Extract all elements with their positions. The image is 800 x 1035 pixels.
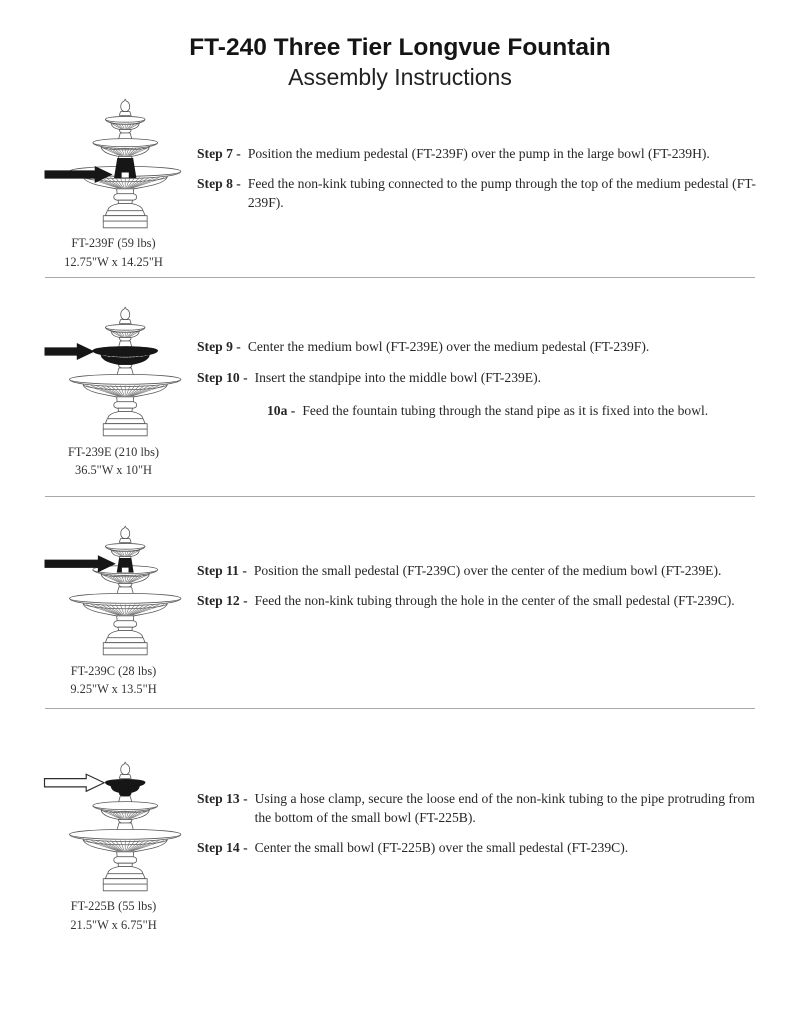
step-row: [197, 174, 756, 213]
part-number: FT-225B (55 lbs): [70, 899, 157, 914]
fountain-figure-4: [40, 709, 197, 935]
fountain-illustration-small-bowl: [40, 759, 188, 894]
step-row: [197, 337, 756, 356]
part-number: FT-239C (28 lbs): [70, 663, 157, 678]
part-number: FT-239F (59 lbs): [71, 236, 156, 251]
step-text: Feed the non-kink tubing connected to the pump through the top of the medium pedestal (FT-239F).: [247, 175, 756, 211]
fountain-figure-1: [40, 92, 197, 272]
fountain-figure-2: [40, 278, 197, 480]
step-text: Feed the non-kink tubing through the hole in the center of the small pedestal (FT-239C).: [254, 593, 735, 609]
step-row: [197, 591, 756, 610]
step-text: Insert the standpipe into the middle bowl (FT-239E).: [254, 369, 542, 385]
step-label: Step 13 -: [197, 790, 248, 806]
part-caption-1: [35, 234, 192, 271]
step-row: [197, 789, 756, 828]
step-text: Center the medium bowl (FT-239E) over the medium pedestal (FT-239F).: [247, 339, 650, 355]
steps-column-4: [197, 709, 800, 935]
assembly-section-3: [0, 497, 800, 708]
page-subtitle: Assembly Instructions: [288, 63, 512, 90]
assembly-section-4: [0, 709, 800, 935]
outline-pointer-arrow: [45, 774, 105, 791]
fountain-illustration-medium-bowl: [40, 304, 188, 439]
step-text: Using a hose clamp, secure the loose end of the non-kink tubing to the pipe protruding from the bottom of the small bowl (FT-225B).: [254, 790, 755, 826]
part-caption-3: [35, 662, 192, 699]
step-label: Step 12 -: [197, 593, 248, 609]
step-row: [197, 368, 756, 387]
step-text: Feed the fountain tubing through the stand pipe as it is fixed into the bowl.: [302, 402, 709, 418]
step-row: [197, 838, 756, 857]
steps-column-2: [197, 278, 800, 480]
part-dimensions: 9.25"W x 13.5"H: [70, 682, 157, 697]
step-row: [197, 144, 756, 163]
part-caption-2: [35, 443, 192, 480]
fountain-illustration-medium-pedestal: [40, 96, 188, 231]
step-label: Step 11 -: [197, 563, 247, 579]
part-dimensions: 12.75"W x 14.25"H: [64, 254, 163, 269]
part-dimensions: 36.5"W x 10"H: [75, 463, 152, 478]
assembly-section-1: [0, 92, 800, 278]
steps-column-3: [197, 497, 800, 699]
part-dimensions: 21.5"W x 6.75"H: [70, 917, 157, 932]
step-label: Step 14 -: [197, 840, 248, 856]
fountain-figure-3: [40, 497, 197, 699]
sub-step-row: [267, 401, 756, 420]
solid-pointer-arrow: [45, 343, 95, 360]
step-text: Center the small bowl (FT-225B) over the small pedestal (FT-239C).: [254, 840, 629, 856]
part-caption-4: [35, 897, 192, 934]
step-label: Step 10 -: [197, 369, 248, 385]
part-number: FT-239E (210 lbs): [67, 444, 160, 459]
step-text: Position the small pedestal (FT-239C) over the center of the medium bowl (FT-239E).: [253, 563, 722, 579]
step-label: 10a -: [267, 402, 296, 418]
document-header: [0, 0, 800, 92]
page-title: FT-240 Three Tier Longvue Fountain: [189, 34, 611, 61]
assembly-section-2: [0, 278, 800, 496]
step-text: Position the medium pedestal (FT-239F) over the pump in the large bowl (FT-239H).: [247, 145, 710, 161]
step-label: Step 8 -: [197, 175, 241, 191]
steps-column-1: [197, 92, 800, 272]
step-row: [197, 561, 756, 580]
step-label: Step 7 -: [197, 145, 241, 161]
fountain-illustration-small-pedestal: [40, 523, 188, 658]
step-label: Step 9 -: [197, 339, 241, 355]
